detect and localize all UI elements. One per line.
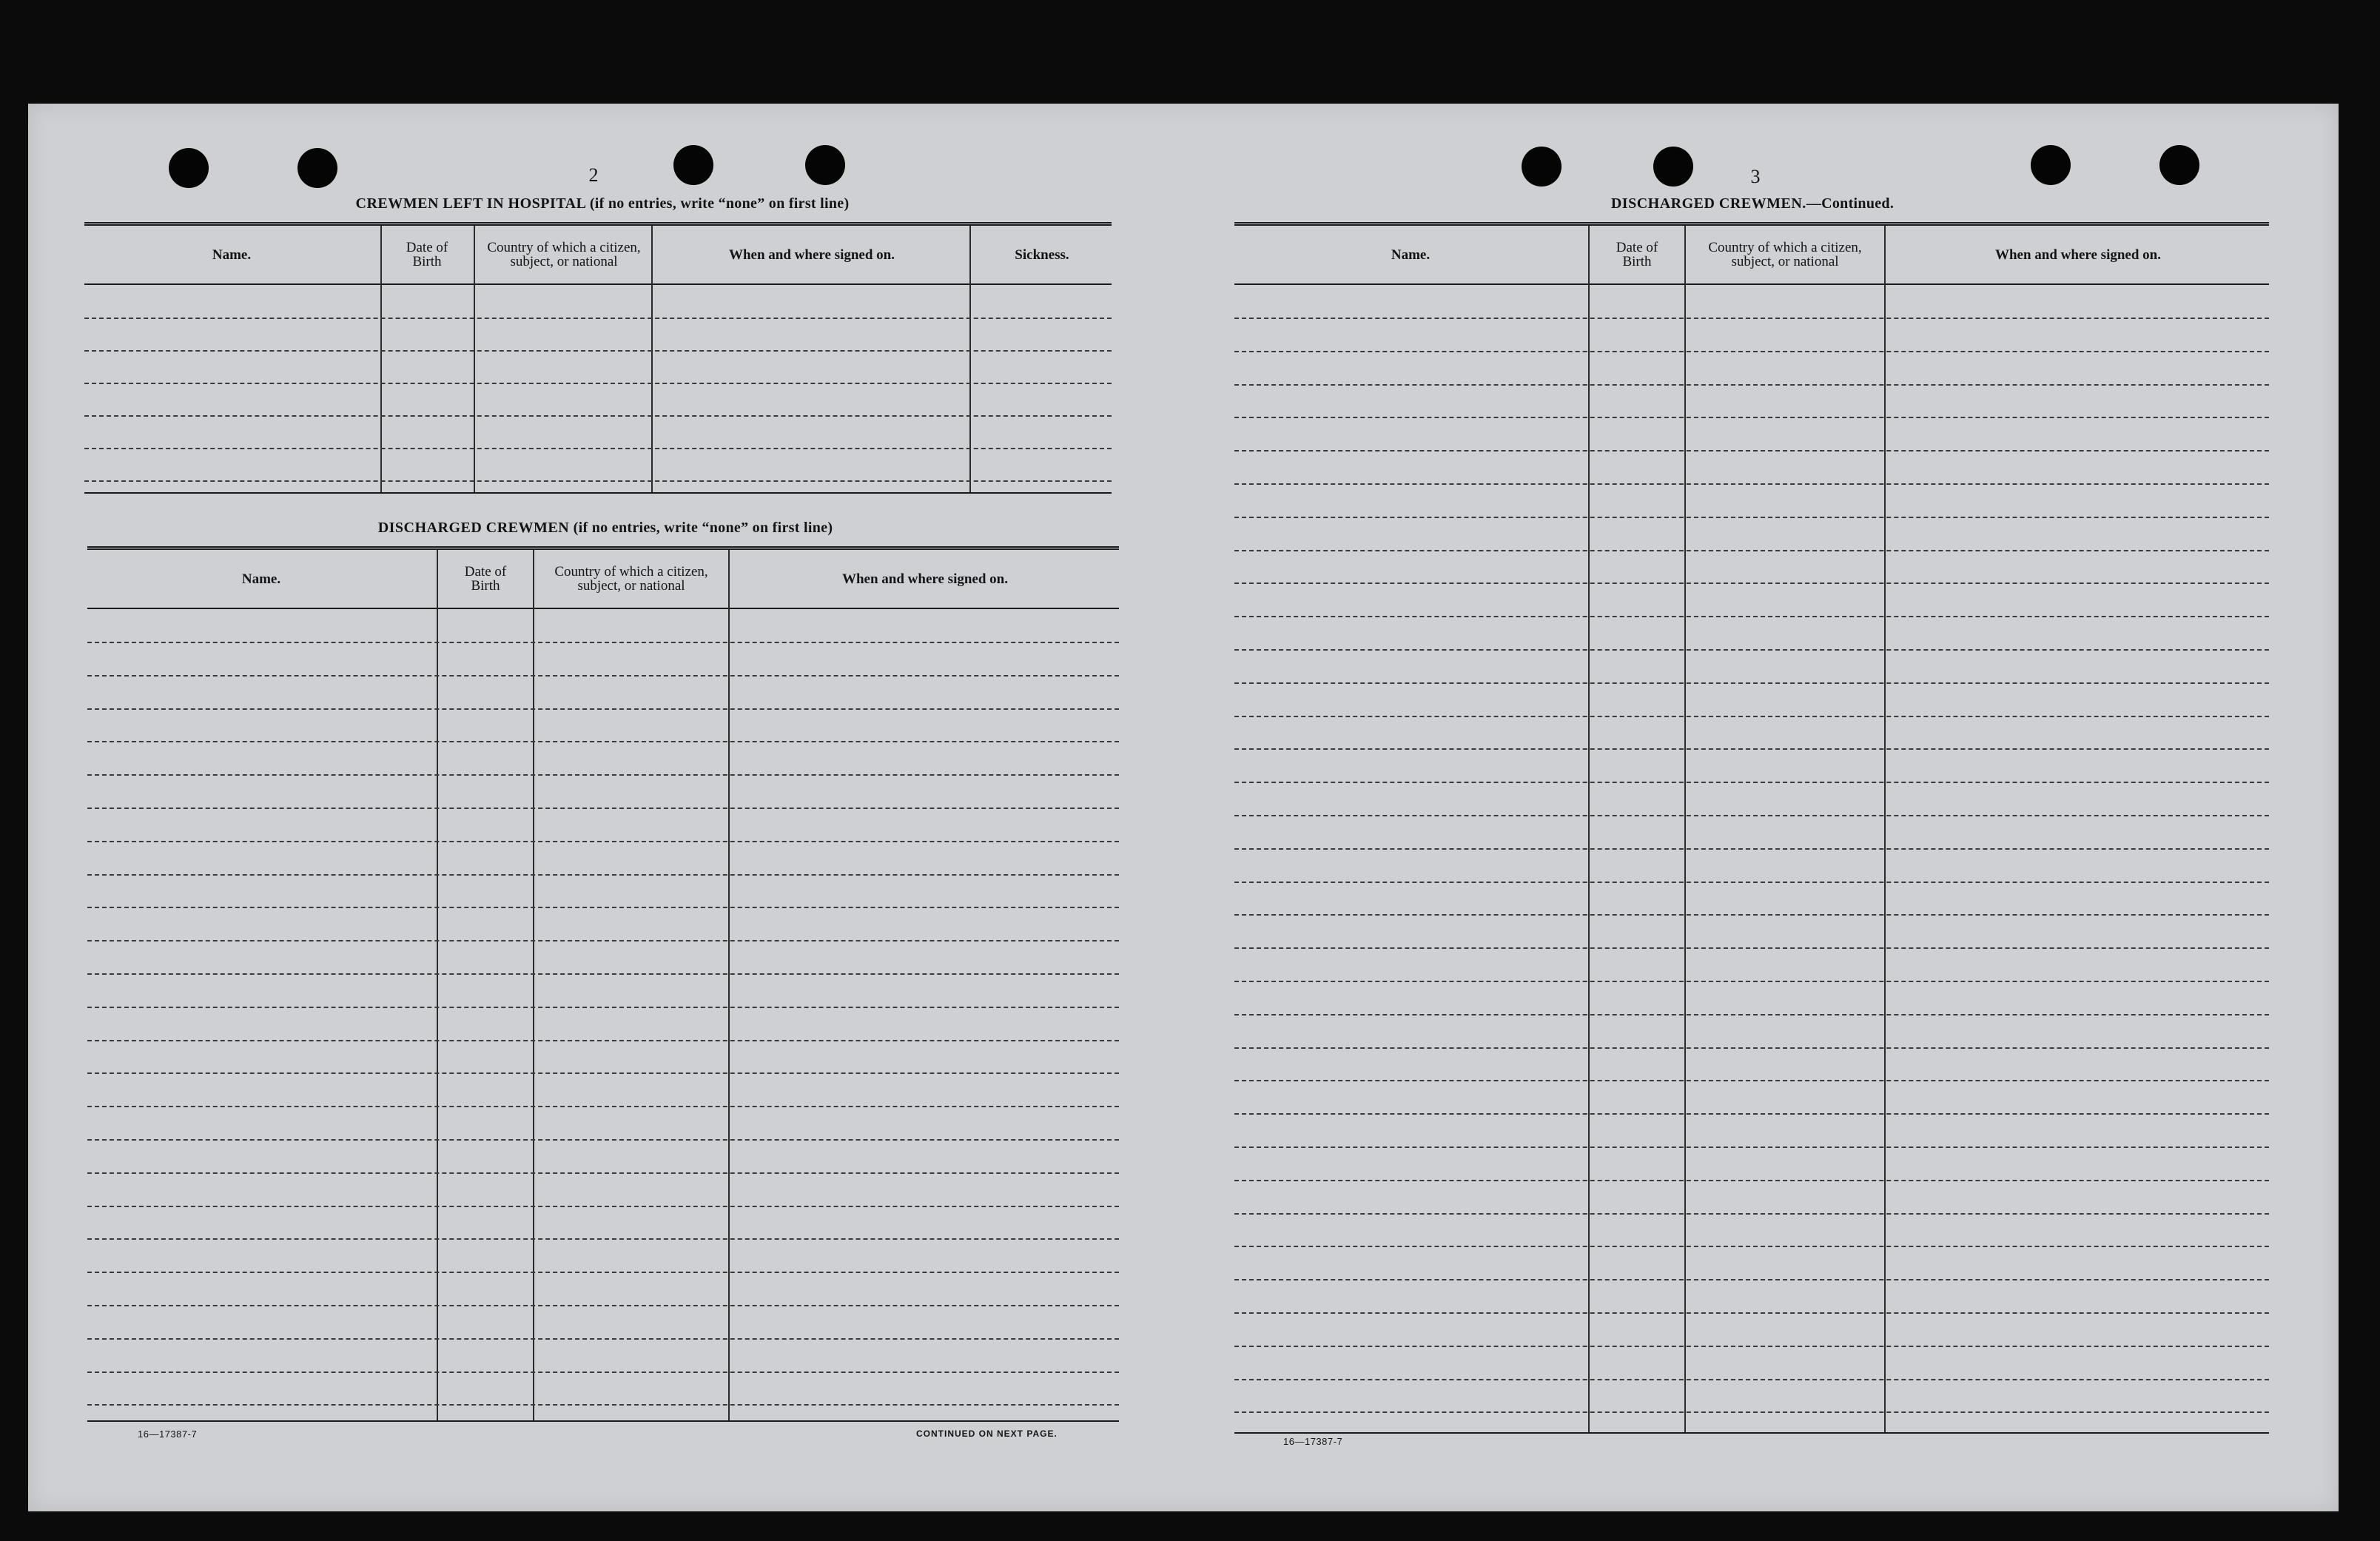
entry-line[interactable] — [1234, 318, 2269, 319]
col-name-header: Name. — [212, 246, 252, 263]
punch-hole — [1653, 147, 1693, 187]
entry-line[interactable] — [1234, 782, 2269, 783]
hospital-title-note: (if no entries, write “none” on first line) — [589, 195, 850, 212]
col-sickness-header: Sickness. — [1015, 246, 1069, 263]
col-dob-header: Date of Birth — [464, 564, 507, 594]
entry-line[interactable] — [84, 415, 1112, 417]
col-country-header: Country of which a citizen, subject, or national — [487, 240, 641, 269]
entry-line[interactable] — [87, 1372, 1119, 1373]
col-name-header: Name. — [241, 571, 281, 587]
entry-line[interactable] — [87, 973, 1119, 975]
entry-line[interactable] — [87, 1139, 1119, 1141]
entry-line[interactable] — [1234, 1180, 2269, 1181]
entry-line[interactable] — [87, 642, 1119, 643]
entry-line[interactable] — [1234, 1213, 2269, 1215]
punch-hole — [2031, 145, 2071, 185]
entry-line[interactable] — [87, 675, 1119, 677]
entry-line[interactable] — [1234, 815, 2269, 816]
continued-title-note: —Continued. — [1806, 195, 1895, 212]
continued-note: CONTINUED ON NEXT PAGE. — [916, 1428, 1058, 1439]
entry-line[interactable] — [87, 1206, 1119, 1207]
column-divider — [1588, 226, 1590, 1432]
entry-line[interactable] — [87, 1238, 1119, 1240]
entry-line[interactable] — [87, 1040, 1119, 1041]
entry-line[interactable] — [1234, 417, 2269, 418]
entry-line[interactable] — [87, 1272, 1119, 1273]
entry-line[interactable] — [1234, 882, 2269, 883]
entry-line[interactable] — [87, 874, 1119, 876]
document-sheet — [28, 104, 2339, 1511]
col-signed-on-header: When and where signed on. — [728, 246, 895, 263]
col-signed-on-header: When and where signed on. — [1994, 246, 2161, 263]
entry-line[interactable] — [1234, 981, 2269, 982]
entry-line[interactable] — [1234, 848, 2269, 850]
col-name-header: Name. — [1391, 246, 1431, 263]
entry-line[interactable] — [1234, 1047, 2269, 1049]
entry-line[interactable] — [1234, 1113, 2269, 1115]
entry-line[interactable] — [1234, 1411, 2269, 1413]
entry-line[interactable] — [87, 708, 1119, 710]
col-dob-header: Date of Birth — [1616, 240, 1658, 269]
discharged-section-title — [87, 520, 1123, 537]
discharged-table-left — [87, 546, 1119, 1422]
entry-line[interactable] — [1234, 351, 2269, 352]
entry-line[interactable] — [87, 1106, 1119, 1107]
entry-line[interactable] — [87, 741, 1119, 742]
entry-line[interactable] — [87, 907, 1119, 908]
entry-line[interactable] — [1234, 947, 2269, 949]
column-divider — [474, 226, 475, 492]
entry-line[interactable] — [1234, 550, 2269, 551]
form-number-right: 16—17387-7 — [1283, 1436, 1343, 1447]
col-country-header: Country of which a citizen, subject, or national — [554, 564, 708, 594]
hospital-title-main: CREWMEN LEFT IN HOSPITAL — [355, 195, 586, 212]
punch-hole — [2159, 145, 2199, 185]
col-dob-header: Date of Birth — [406, 240, 448, 269]
entry-line[interactable] — [1234, 1146, 2269, 1148]
entry-line[interactable] — [87, 841, 1119, 842]
entry-line[interactable] — [84, 480, 1112, 482]
hospital-table — [84, 222, 1112, 494]
col-signed-on-header: When and where signed on. — [841, 571, 1008, 587]
entry-line[interactable] — [84, 350, 1112, 352]
entry-line[interactable] — [1234, 914, 2269, 916]
entry-line[interactable] — [87, 1305, 1119, 1306]
punch-hole — [1522, 147, 1562, 187]
entry-line[interactable] — [1234, 1379, 2269, 1380]
page-number-left: 2 — [588, 164, 599, 186]
entry-line[interactable] — [1234, 649, 2269, 651]
column-divider — [437, 550, 438, 1420]
entry-line[interactable] — [87, 1338, 1119, 1340]
table-header — [1234, 226, 2269, 285]
entry-line[interactable] — [1234, 616, 2269, 617]
entry-line[interactable] — [1234, 483, 2269, 485]
table-header — [87, 550, 1119, 609]
entry-line[interactable] — [87, 774, 1119, 776]
entry-line[interactable] — [1234, 583, 2269, 584]
column-divider — [651, 226, 653, 492]
page-number-right: 3 — [1750, 166, 1761, 187]
entry-line[interactable] — [1234, 748, 2269, 750]
form-number-left: 16—17387-7 — [138, 1428, 198, 1440]
column-divider — [380, 226, 382, 492]
entry-line[interactable] — [87, 1404, 1119, 1406]
hospital-section-title — [87, 195, 1117, 212]
entry-line[interactable] — [1234, 1312, 2269, 1314]
discharged-title-main: DISCHARGED CREWMEN — [377, 520, 570, 536]
entry-line[interactable] — [84, 318, 1112, 319]
punch-hole — [169, 148, 209, 188]
entry-line[interactable] — [87, 1172, 1119, 1174]
discharged-table-right — [1234, 222, 2269, 1434]
entry-line[interactable] — [1234, 1246, 2269, 1247]
entry-line[interactable] — [1234, 1346, 2269, 1347]
column-divider — [1684, 226, 1686, 1432]
column-divider — [1884, 226, 1886, 1432]
entry-line[interactable] — [84, 383, 1112, 384]
discharged-continued-title — [1234, 195, 2270, 212]
entry-line[interactable] — [1234, 1080, 2269, 1081]
punch-hole — [298, 148, 337, 188]
column-divider — [533, 550, 534, 1420]
entry-line[interactable] — [1234, 716, 2269, 717]
column-divider — [969, 226, 971, 492]
entry-line[interactable] — [1234, 384, 2269, 386]
entry-line[interactable] — [1234, 450, 2269, 451]
table-header — [84, 226, 1112, 285]
entry-line[interactable] — [1234, 517, 2269, 518]
entry-line[interactable] — [84, 448, 1112, 449]
entry-line[interactable] — [87, 1072, 1119, 1074]
entry-line[interactable] — [87, 940, 1119, 941]
punch-hole — [673, 145, 713, 185]
entry-line[interactable] — [87, 1007, 1119, 1008]
continued-title-main: DISCHARGED CREWMEN. — [1610, 195, 1806, 212]
discharged-title-note: (if no entries, write “none” on first line) — [573, 520, 833, 536]
entry-line[interactable] — [1234, 1014, 2269, 1015]
column-divider — [728, 550, 730, 1420]
punch-hole — [805, 145, 845, 185]
entry-line[interactable] — [1234, 1279, 2269, 1280]
entry-line[interactable] — [87, 808, 1119, 809]
entry-line[interactable] — [1234, 682, 2269, 684]
col-country-header: Country of which a citizen, subject, or national — [1708, 240, 1862, 269]
